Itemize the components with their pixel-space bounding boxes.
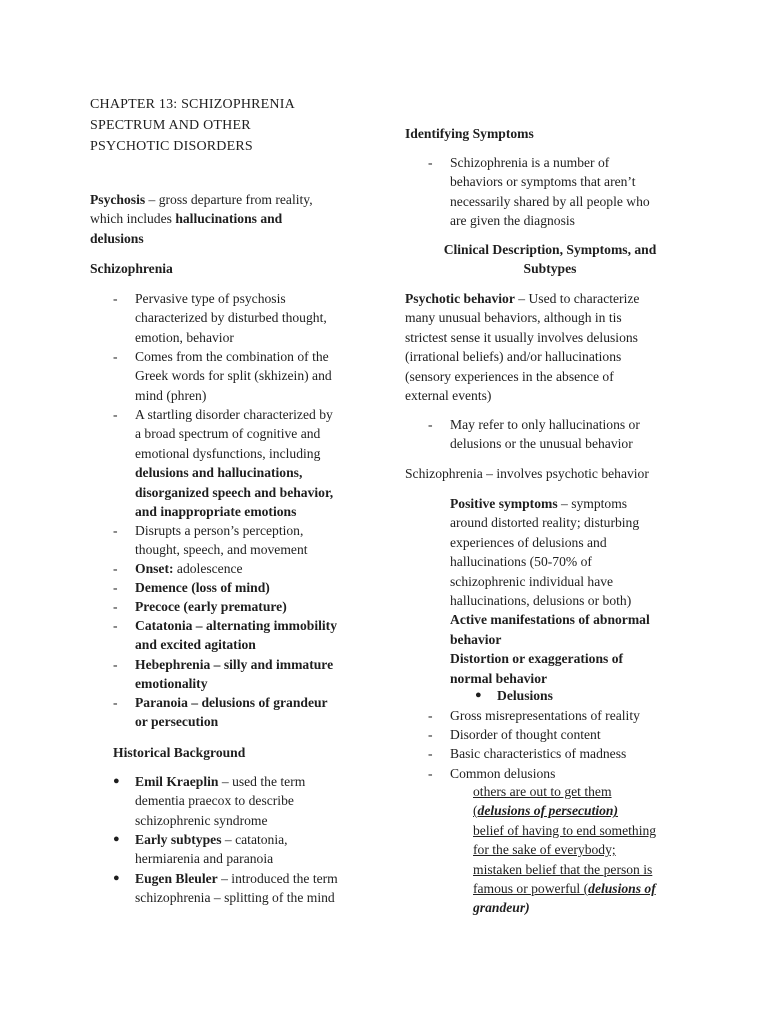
positive-symptoms: Positive symptoms – symptoms around distorted reality; disturbing experiences of delusions and hallucinations (50-70% of schizophrenic individual have hallucinations, delusions or both) Active manifestations of abnormal behavior Distortion or exaggerations of normal behavior xyxy=(450,496,650,686)
historical-heading: Historical Background xyxy=(113,745,246,760)
common-delusions: others are out to get them (delusions of persecution) belief of having to end something for the sake of everybody; mistaken belief that the person is famous or powerful (delusions of grandeur) xyxy=(473,784,657,916)
chapter-title: CHAPTER 13: SCHIZOPHRENIA SPECTRUM AND OTHER PSYCHOTIC DISORDERS xyxy=(90,97,295,154)
schizophrenia-involves: Schizophrenia – involves psychotic behavior xyxy=(405,466,649,481)
identifying-heading: Identifying Symptoms xyxy=(405,126,534,141)
clinical-heading: Clinical Description, Symptoms, and Subtypes xyxy=(443,242,657,277)
psychotic-behavior-definition: Psychotic behavior – Used to characterize many unusual behaviors, although in tis strictest sense it usually involves delusions (irrational beliefs) and/or hallucinations (sensory experiences in the absence of external events) xyxy=(405,291,640,404)
psychosis-definition: Psychosis – gross departure from reality, which includes hallucinations and delusions xyxy=(90,192,313,246)
schizophrenia-heading: Schizophrenia xyxy=(90,261,173,276)
